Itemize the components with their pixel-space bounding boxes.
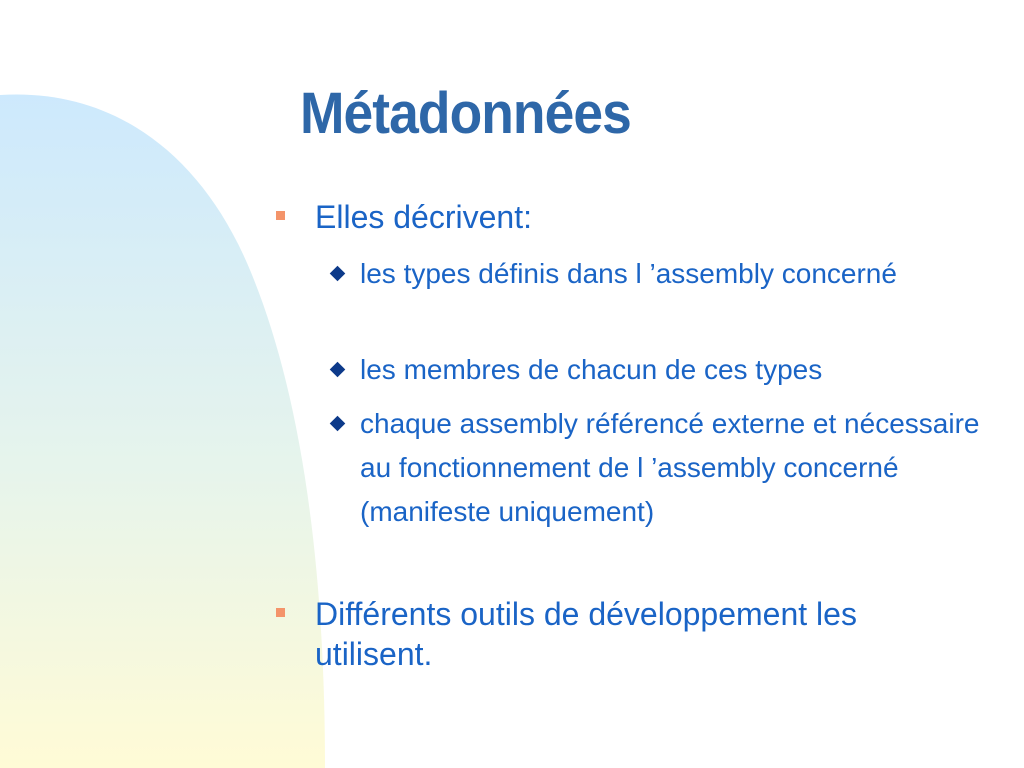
list-subitem-text: les membres de chacun de ces types — [360, 354, 823, 385]
list-subitem-text: les types définis dans l ’assembly concerné — [360, 258, 897, 289]
diamond-bullet-icon — [330, 266, 346, 282]
list-item-text: Elles décrivent: — [315, 199, 532, 235]
diamond-bullet-icon — [330, 416, 346, 432]
square-bullet-icon — [276, 211, 285, 220]
diamond-bullet-icon — [330, 362, 346, 378]
list-item-text: Différents outils de développement les utilisent. — [315, 596, 857, 672]
list-subitem-text: chaque assembly référencé externe et nécessaire au fonctionnement de l ’assembly concerné (manifeste uniquement) — [360, 408, 980, 527]
page-title: Métadonnées — [300, 81, 631, 146]
square-bullet-icon — [276, 608, 285, 617]
